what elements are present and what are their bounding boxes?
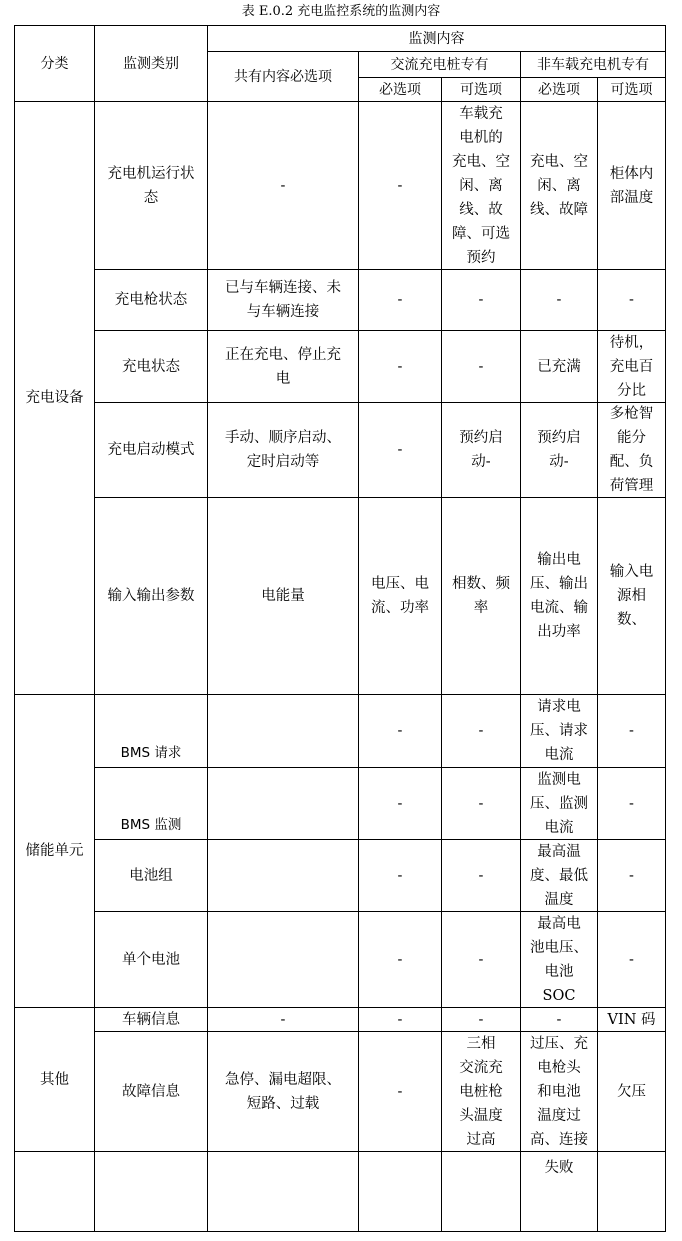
row-11-ac-required [359, 1152, 441, 1231]
row-6-ac-required: - [397, 795, 403, 812]
row-10-ac-optional: 三相 交流充 电桩枪 头温度 过高 [459, 1035, 503, 1148]
row-8-type: 单个电池 [122, 951, 180, 968]
row-11-dc-required: 失败 [544, 1160, 574, 1176]
row-3-type: 充电启动模式 [107, 442, 195, 458]
header-category: 分类 [40, 55, 69, 72]
row-7-ac-required: - [397, 867, 403, 884]
header-monitor-content: 监测内容 [408, 30, 465, 47]
row-7-dc-optional: - [629, 867, 634, 884]
row-9-type: 车辆信息 [122, 1011, 180, 1028]
row-2-ac-optional: - [478, 358, 484, 375]
row-0-dc-required: 充电、空 闲、离 线、故障 [530, 153, 588, 218]
row-5-ac-required: - [397, 723, 403, 739]
row-3-dc-required: 预约启 动- [537, 430, 581, 470]
group-charging-equipment: 充电设备 [25, 390, 84, 406]
group-other: 其他 [40, 1071, 69, 1088]
row-9-dc-required: - [556, 1011, 562, 1028]
row-4-dc-optional: 输入电 源相 数、 [609, 564, 654, 628]
row-8-common [208, 912, 358, 1007]
row-1-ac-optional: - [478, 292, 484, 308]
row-8-ac-required: - [397, 951, 403, 968]
row-4-ac-optional: 相数、频 率 [452, 576, 510, 616]
row-9-ac-required: - [397, 1011, 403, 1028]
header-offboard-charger: 非车载充电机专有 [537, 56, 649, 73]
row-1-type: 充电枪状态 [114, 292, 188, 308]
row-7-ac-optional: - [478, 867, 484, 884]
header-monitor-type: 监测类别 [123, 55, 179, 72]
row-5-ac-optional: - [478, 723, 484, 739]
group-energy-storage: 储能单元 [25, 843, 84, 859]
row-2-dc-optional: 待机， 充电百 分比 [609, 334, 654, 399]
row-0-ac-optional: 车载充 电机的 充电、空 闲、离 线、故 障、可选 预约 [452, 105, 510, 266]
row-4-common: 电能量 [261, 588, 305, 604]
header-ac-pile: 交流充电桩专有 [390, 56, 489, 73]
row-1-dc-required: - [556, 292, 562, 308]
header-common-required: 共有内容必选项 [234, 68, 332, 85]
row-11-common [208, 1152, 358, 1231]
row-1-dc-optional: - [629, 292, 634, 308]
row-10-type: 故障信息 [122, 1083, 180, 1100]
row-6-type: BMS 监测 [120, 817, 182, 833]
row-7-type: 电池组 [129, 867, 173, 884]
row-8-ac-optional: - [478, 951, 484, 968]
row-5-dc-required: 请求电 压、请求 电流 [530, 699, 588, 763]
row-5-dc-optional: - [629, 723, 634, 739]
row-3-dc-optional: 多枪智 能分 配、负 荷管理 [609, 406, 654, 494]
row-0-type: 充电机运行状 态 [107, 165, 195, 206]
row-2-common: 正在充电、停止充 电 [225, 346, 341, 387]
row-6-common [208, 768, 358, 839]
row-9-ac-optional: - [478, 1011, 484, 1028]
row-10-ac-required: - [397, 1083, 403, 1100]
row-11-ac-optional [442, 1152, 520, 1231]
row-0-common: - [280, 177, 286, 194]
row-10-dc-optional: 欠压 [617, 1083, 646, 1100]
row-4-dc-required: 输出电 压、输出 电流、输 出功率 [530, 552, 588, 640]
row-3-ac-optional: 预约启 动- [459, 430, 503, 470]
row-7-dc-required: 最高温 度、最低 温度 [530, 843, 588, 908]
row-6-dc-optional: - [629, 795, 634, 812]
row-2-dc-required: 已充满 [537, 358, 581, 375]
table-caption: 表 E.0.2 充电监控系统的监测内容 [241, 4, 441, 19]
header-dc-required: 必选项 [538, 81, 580, 98]
header-ac-required: 必选项 [379, 81, 421, 98]
row-3-common: 手动、顺序启动、 定时启动等 [225, 430, 341, 470]
row-5-type: BMS 请求 [120, 745, 182, 761]
row-0-ac-required: - [397, 177, 403, 194]
row-0-dc-optional: 柜体内 部温度 [609, 165, 654, 206]
row-9-common: - [280, 1011, 286, 1028]
row-4-ac-required: 电压、电 流、功率 [371, 576, 429, 616]
row-5-common [208, 695, 358, 767]
row-10-common: 急停、漏电超限、 短路、过载 [225, 1071, 341, 1112]
row-10-dc-required: 过压、充 电枪头 和电池 温度过 高、连接 [530, 1035, 588, 1148]
row-4-type: 输入输出参数 [107, 588, 195, 604]
row-8-dc-required: 最高电 池电压、 电池 SOC [530, 915, 588, 1004]
row-7-common [208, 840, 358, 911]
row-11-type [95, 1152, 207, 1231]
row-3-ac-required: - [397, 442, 403, 458]
row-9-dc-optional: VIN 码 [607, 1011, 656, 1028]
row-1-common: 已与车辆连接、未 与车辆连接 [225, 280, 341, 320]
row-2-type: 充电状态 [122, 358, 180, 375]
header-dc-optional: 可选项 [610, 81, 653, 98]
header-ac-optional: 可选项 [460, 81, 502, 98]
row-6-ac-optional: - [478, 795, 484, 812]
row-6-dc-required: 监测电 压、监测 电流 [530, 771, 588, 836]
row-1-ac-required: - [397, 292, 403, 308]
row-2-ac-required: - [397, 358, 403, 375]
row-8-dc-optional: - [629, 951, 634, 968]
row-11-dc-optional [598, 1152, 665, 1231]
